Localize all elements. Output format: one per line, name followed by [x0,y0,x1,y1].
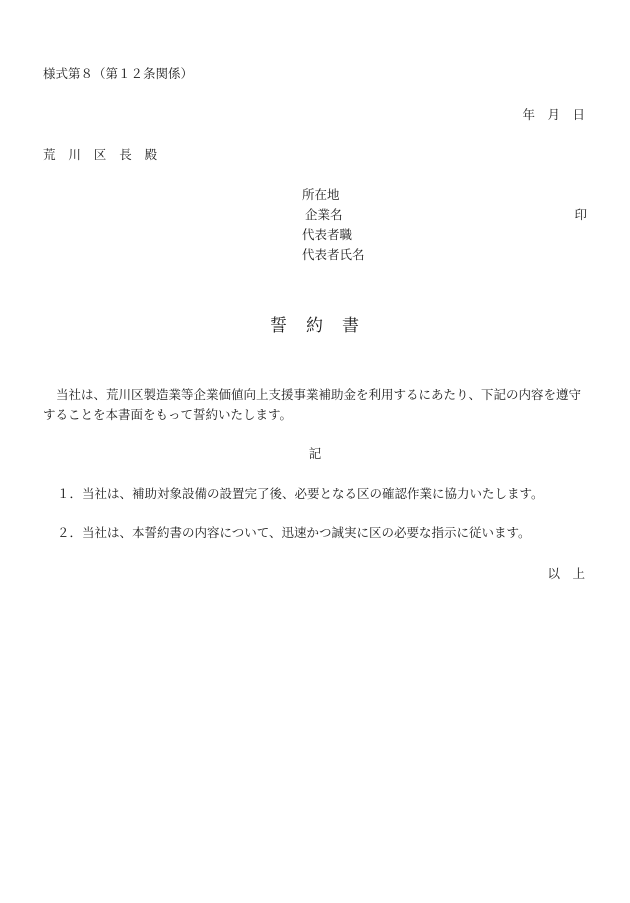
ki-heading: 記 [308,446,322,461]
representative-title-label: 代表者職 [302,227,353,242]
pledge-item-2 [57,525,531,541]
company-label: 企業名 [305,207,343,222]
address-label: 所在地 [302,187,340,202]
date-line: 年 月 日 [522,107,585,122]
item-number: １． [57,486,83,501]
addressee: 荒 川 区 長 殿 [43,147,158,162]
form-number: 様式第８（第１２条関係） [43,66,194,81]
item-number: ２． [57,525,83,540]
representative-name-label: 代表者氏名 [302,247,365,262]
pledge-item-1 [57,486,544,502]
document-title: 誓 約 書 [270,316,360,336]
seal-mark: 印 [574,207,587,222]
item-text: 当社は、本誓約書の内容について、迅速かつ誠実に区の必要な指示に従います。 [82,525,531,540]
item-text: 当社は、補助対象設備の設置完了後、必要となる区の確認作業に協力いたします。 [82,486,544,501]
closing-mark: 以 上 [547,566,585,581]
pledge-paragraph: 当社は、荒川区製造業等企業価値向上支援事業補助金を利用するにあたり、下記の内容を遵守することを本書面をもって誓約いたします。 [43,387,582,422]
